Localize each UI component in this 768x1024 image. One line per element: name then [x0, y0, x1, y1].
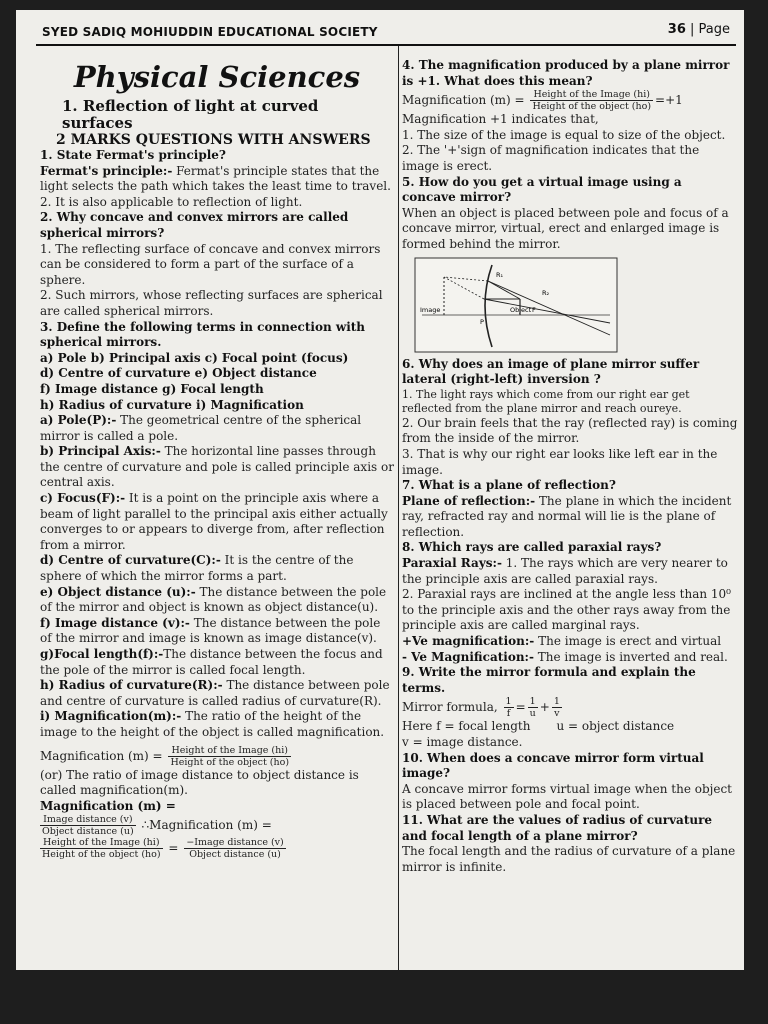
term-centre-curvature: d) Centre of curvature(C):- — [40, 553, 221, 568]
answer-8a-text: 1. The rays which are very nearer to the principle axis are called paraxial rays. — [402, 556, 728, 586]
term-object-distance: e) Object distance (u):- — [40, 584, 196, 599]
label-focus: F — [532, 305, 536, 314]
question-5: 5. How do you get a virtual image using a concave mirror? — [402, 174, 682, 205]
def-pole — [40, 413, 394, 444]
answer-6c: 3. That is why our right ear looks like left ear in the image. — [402, 446, 718, 477]
magnification-or: (or) The ratio of image distance to object distance is called magnification(m). — [40, 767, 359, 798]
u-denominator-r: u — [529, 708, 536, 720]
positive-magnification — [402, 634, 738, 650]
hi-numerator: Height of the Image (hi) — [40, 837, 163, 849]
label-ray-1: R₁ — [496, 270, 504, 279]
one-over-f — [504, 696, 514, 719]
term-f: Here f = focal length — [402, 719, 531, 734]
u-denominator-2: Object distance (u) — [189, 849, 281, 861]
one-over-u — [528, 696, 538, 719]
term-paraxial-rays: Paraxial Rays:- — [402, 556, 502, 571]
question-7: 7. What is a plane of reflection? — [402, 478, 616, 493]
question-3: 3. Define the following terms in connection with spherical mirrors. — [40, 319, 366, 350]
mag-label-2: Magnification (m) = — [40, 798, 176, 813]
answer-7-text: The plane in which the incident ray, refracted ray and normal will lie is the plane of reflection. — [402, 493, 732, 539]
v-numerator-r: 1 — [553, 696, 560, 708]
terms-list-3: f) Image distance g) Focal length — [40, 381, 264, 396]
def-principal-axis — [40, 444, 394, 491]
def-image-distance-text: The distance between the pole of the mirror and image is known as image distance(v). — [40, 615, 381, 646]
answer-5: When an object is placed between pole and focus of a concave mirror, virtual, erect and enlarged image is formed behind the mirror. — [402, 205, 729, 251]
one-over-v — [552, 696, 562, 719]
mag-fraction — [168, 745, 291, 768]
answer-1a — [40, 164, 394, 195]
therefore-label: ∴Magnification (m) = — [141, 818, 272, 833]
answer-6a: 1. The light rays which come from our right ear get reflected from the plane mirror and reach oureye. — [402, 387, 690, 415]
f-denominator: f — [506, 708, 511, 720]
page-title: Physical Sciences — [73, 60, 361, 94]
v-denominator: v — [554, 708, 560, 720]
answer-8a — [402, 556, 738, 587]
def-pole-text: The geometrical centre of the spherical mirror is called a pole. — [40, 413, 362, 443]
formula-equals: = — [515, 700, 526, 715]
mag-label: Magnification (m) = — [40, 748, 163, 763]
question-6: 6. Why does an image of plane mirror suffer lateral (right-left) inversion ? — [402, 356, 700, 387]
negative-mag-text: The image is inverted and real. — [533, 649, 728, 664]
hi-ho-fraction — [40, 837, 163, 860]
question-1: 1. State Fermat's principle? — [40, 148, 226, 162]
mag-denominator-r: Height of the object (ho) — [532, 101, 652, 113]
term-focal-length: g)Focal length(f):- — [40, 647, 164, 661]
term-negative-mag: - Ve Magnification:- — [402, 649, 534, 664]
mag-denominator: Height of the object (ho) — [170, 756, 290, 768]
chapter-heading: 1. Reflection of light at curved surfaces — [62, 97, 319, 132]
formula-terms-1 — [402, 719, 738, 735]
plane-mirror-mag-formula — [402, 89, 738, 112]
document-page — [16, 10, 744, 970]
term-image-distance: f) Image distance (v):- — [40, 615, 190, 630]
question-9: 9. Write the mirror formula and explain the terms. — [402, 665, 696, 695]
answer-2a: 1. The reflecting surface of concave and convex mirrors can be considered to form a part of the surface of a sphere. — [40, 241, 381, 287]
neg-v-u-fraction — [184, 837, 285, 860]
def-magnification-text: The ratio of the height of the image to the height of the object is called magnification. — [40, 709, 385, 739]
def-principal-axis-text: The horizontal line passes through the centre of curvature and pole is called principle axis or central axis. — [40, 444, 394, 490]
def-focus — [40, 491, 394, 553]
column-divider — [398, 46, 399, 970]
v-numerator: Image distance (v) — [40, 814, 136, 826]
u-denominator: Object distance (u) — [42, 826, 134, 838]
page-number — [668, 22, 730, 37]
def-image-distance — [40, 616, 394, 647]
term-u: u = object distance — [556, 719, 675, 734]
f-numerator: 1 — [505, 696, 512, 708]
answer-7 — [402, 494, 738, 541]
term-focus: c) Focus(F):- — [40, 491, 126, 506]
header-rule — [36, 44, 736, 46]
def-centre-curvature — [40, 553, 394, 584]
terms-list-1: a) Pole b) Principal axis c) Focal point (focus) — [40, 350, 349, 365]
left-column — [40, 48, 394, 860]
label-image: Image — [420, 305, 441, 314]
page-number-label: | Page — [690, 22, 730, 37]
mag-value: =+1 — [655, 93, 683, 108]
answer-10: A concave mirror forms virtual image when the object is placed between pole and focal point. — [402, 781, 733, 812]
u-numerator: 1 — [528, 696, 538, 708]
mag-fraction-r — [530, 89, 653, 112]
def-magnification — [40, 709, 394, 740]
positive-mag-text: The image is erect and virtual — [534, 634, 722, 649]
negative-magnification — [402, 650, 738, 666]
magnification-formula-3 — [40, 837, 394, 860]
formula-terms-2: v = image distance. — [402, 735, 523, 749]
ho-denominator: Height of the object (ho) — [42, 849, 161, 861]
mirror-formula — [402, 696, 738, 719]
def-focus-text: It is a point on the principle axis where a beam of light parallel to the principal axis either actually converges to or appears to diverge from, after reflection from a mirror. — [40, 491, 388, 552]
term-positive-mag: +Ve magnification:- — [402, 634, 535, 649]
equals-sign: = — [168, 841, 179, 856]
answer-4-intro: Magnification +1 indicates that, — [402, 112, 599, 127]
answer-1b: 2. It is also applicable to reflection of light. — [40, 194, 303, 209]
def-radius-curvature-text: The distance between pole and centre of curvature is called radius of curvature(R). — [40, 678, 390, 708]
term-plane-reflection: Plane of reflection:- — [402, 493, 536, 508]
answer-4b: 2. The '+'sign of magnification indicates that the image is erect. — [402, 143, 700, 173]
answer-1a-text: Fermat's principle states that the light selects the path which takes the least time to travel. — [40, 163, 391, 194]
right-column — [402, 48, 738, 875]
def-focal-length — [40, 647, 394, 678]
v-u-fraction — [40, 814, 136, 837]
label-pole: P — [480, 317, 484, 326]
def-centre-curvature-text: It is the centre of the sphere of which the mirror forms a part. — [40, 553, 354, 584]
mag-numerator-r: Height of the Image (hi) — [530, 89, 653, 101]
question-11: 11. What are the values of radius of curvature and focal length of a plane mirror? — [402, 812, 713, 843]
mag-label-r: Magnification (m) = — [402, 93, 525, 108]
def-object-distance-text: The distance between the pole of the mirror and object is known as object distance(u). — [40, 584, 387, 615]
question-4: 4. The magnification produced by a plane mirror is +1. What does this mean? — [402, 58, 730, 88]
page-number-value: 36 — [667, 22, 686, 37]
society-name: SYED SADIQ MOHIUDDIN EDUCATIONAL SOCIETY — [42, 25, 378, 39]
def-radius-curvature — [40, 678, 394, 709]
question-10: 10. When does a concave mirror form virtual image? — [402, 750, 704, 781]
formula-plus: + — [539, 700, 550, 715]
answer-2b: 2. Such mirrors, whose reflecting surfaces are spherical are called spherical mirrors. — [40, 288, 383, 318]
term-radius-curvature: h) Radius of curvature(R):- — [40, 678, 223, 693]
terms-list-4: h) Radius of curvature i) Magnification — [40, 397, 304, 412]
term-magnification: i) Magnification(m):- — [40, 709, 182, 724]
def-focal-length-text: The distance between the focus and the pole of the mirror is called focal length. — [40, 647, 383, 677]
label-object: Object — [510, 305, 532, 314]
question-8: 8. Which rays are called paraxial rays? — [402, 540, 662, 555]
page-header — [16, 10, 744, 40]
question-2: 2. Why concave and convex mirrors are called spherical mirrors? — [40, 210, 349, 240]
term-principal-axis: b) Principal Axis:- — [40, 444, 161, 459]
label-ray-2: R₂ — [542, 288, 550, 297]
mag-numerator: Height of the Image (hi) — [168, 745, 291, 757]
answer-6b: 2. Our brain feels that the ray (reflected ray) is coming from the inside of the mirror. — [402, 415, 738, 446]
answer-8b: 2. Paraxial rays are inclined at the angle less than 10⁰ to the principle axis and the other rays away from the principle axis are called marginal rays. — [402, 587, 731, 633]
section-heading: 2 MARKS QUESTIONS WITH ANSWERS — [56, 132, 371, 148]
magnification-formula-1 — [40, 745, 394, 768]
neg-v-numerator: −Image distance (v) — [186, 837, 284, 849]
terms-list-2: d) Centre of curvature e) Object distance — [40, 366, 317, 381]
def-object-distance — [40, 585, 394, 616]
answer-4a: 1. The size of the image is equal to size of the object. — [402, 127, 726, 142]
term-pole: a) Pole(P):- — [40, 413, 117, 428]
mirror-formula-label: Mirror formula, — [402, 700, 498, 715]
concave-mirror-ray-diagram — [414, 257, 618, 353]
magnification-formula-2 — [40, 814, 394, 837]
answer-11: The focal length and the radius of curvature of a plane mirror is infinite. — [402, 844, 736, 874]
term-fermat: Fermat's principle:- — [40, 163, 173, 178]
